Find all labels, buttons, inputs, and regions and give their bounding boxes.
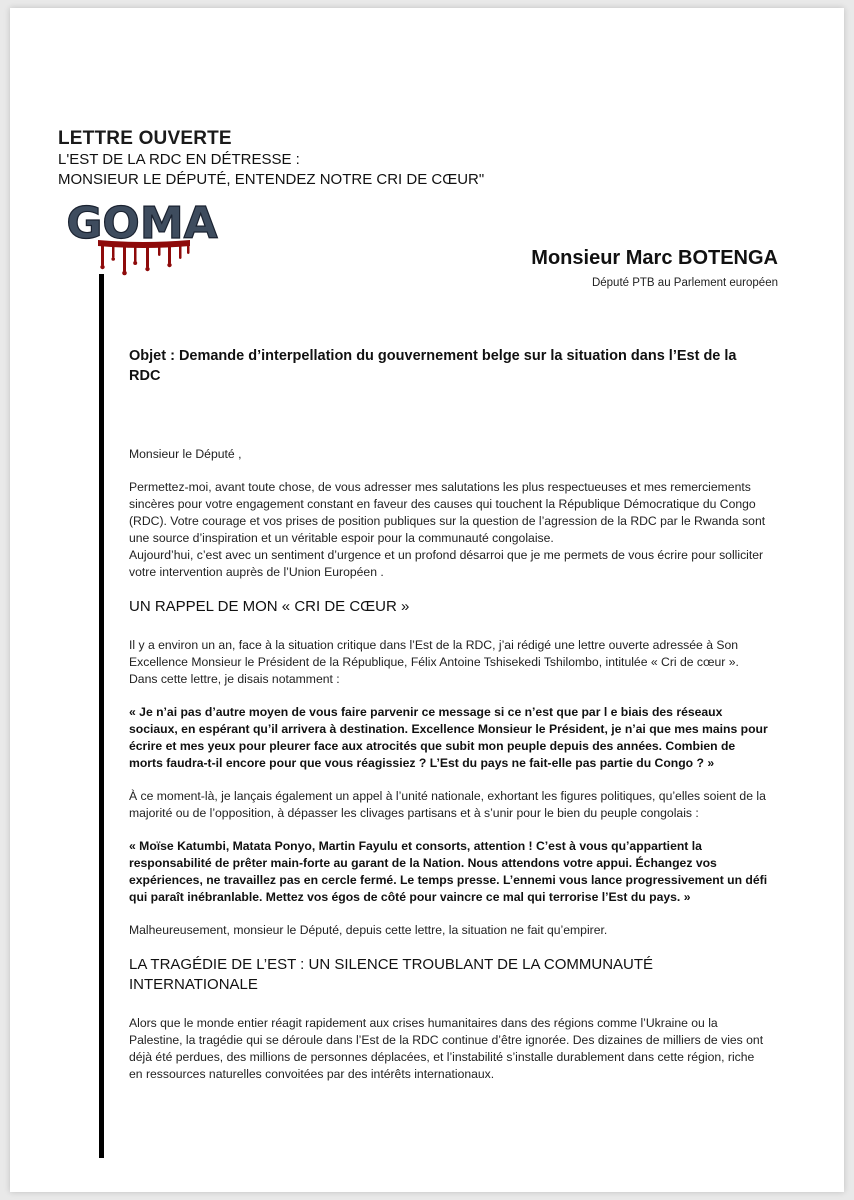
paragraph-intro: Permettez-moi, avant toute chose, de vous adresser mes salutations les plus respectueuses et mes remerciements sincères pour votre engagement constant en faveur des causes qui touchent la République Démocratique du Congo (RDC). Votre courage et vos prises de position publiques sur la question de l’agression de la RDC par le Rwanda sont une source d’inspiration et un véritable espoir pour la communauté congolaise. — [129, 480, 766, 545]
margin-rule — [99, 274, 104, 1158]
letter-body — [129, 346, 769, 1099]
quote-unite-nationale: « Moïse Katumbi, Matata Ponyo, Martin Fayulu et consorts, attention ! C’est à vous qu’appartient la responsabilité de prêter main-forte au garant de la Nation. Nous attendons votre appui. Échangez vos expériences, ne travaillez pas en cercle fermé. Le temps presse. L’ennemi vous lance progressivement un défi qui paraît inébranlable. Mettez vos égos de côté pour vaincre ce mal qui terrorise l’Est du pays. » — [129, 839, 768, 904]
recipient-name: Monsieur Marc BOTENGA — [531, 247, 778, 269]
recipient-block — [531, 246, 778, 292]
quote-cri-de-coeur: « Je n’ai pas d’autre moyen de vous faire parvenir ce message si ce n’est que par l e biais des réseaux sociaux, en espérant qu’il arrivera à destination. Excellence Monsieur le Président, je n’ai que mes mains pour écrire et mes yeux pour pleurer face aux atrocités que subit mon peuple depuis des années. Combien de morts faudra-t-il encore pour que vous réagissiez ? L’Est du pays ne fait-elle pas partie du Congo ? » — [129, 705, 768, 770]
letter-subject: Objet : Demande d’interpellation du gouvernement belge sur la situation dans l’Est de la RDC — [129, 348, 737, 384]
goma-logo-text: GOMA — [66, 198, 218, 249]
letter-subtitle-line2: MONSIEUR LE DÉPUTÉ, ENTENDEZ NOTRE CRI DE CŒUR" — [58, 171, 485, 188]
paragraph-tragedie: Alors que le monde entier réagit rapidement aux crises humanitaires dans des régions comme l’Ukraine ou la Palestine, la tragédie qui se déroule dans l’Est de la RDC continue d’être ignorée. Des dizaines de milliers de vies ont déjà été perdues, des millions de personnes déplacées, et l’instabilité s’installe durablement dans cette région, riche en ressources naturelles convoitées par des intérêts internationaux. — [129, 1016, 764, 1081]
heading-tragedie: LA TRAGÉDIE DE L’EST : UN SILENCE TROUBLANT DE LA COMMUNAUTÉ INTERNATIONALE — [129, 956, 654, 993]
letter-title: LETTRE OUVERTE — [58, 128, 232, 149]
paragraph-appel: À ce moment-là, je lançais également un appel à l’unité nationale, exhortant les figures politiques, qu’elles soient de la majorité ou de l’opposition, à dépasser les clivages partisans et à s’unir pour le bien du peuple congolais : — [129, 789, 766, 820]
paragraph-rappel: Il y a environ un an, face à la situation critique dans l’Est de la RDC, j’ai rédigé une lettre ouverte adressée à Son Excellence Monsieur le Président de la République, Félix Antoine Tshisekedi Tshilombo, intitulée « Cri de cœur ». Dans cette lettre, je disais notamment : — [129, 638, 739, 686]
document-page — [10, 8, 844, 1192]
letter-header — [58, 128, 484, 190]
recipient-role: Député PTB au Parlement européen — [591, 277, 778, 289]
goma-logo — [60, 196, 225, 276]
paragraph-intro-2: Aujourd’hui, c’est avec un sentiment d’urgence et un profond désarroi que je me permets de vous écrire pour solliciter votre intervention auprès de l’Union Européen . — [129, 548, 764, 579]
letter-subtitle-line1: L'EST DE LA RDC EN DÉTRESSE : — [58, 151, 300, 168]
salutation: Monsieur le Député , — [129, 447, 242, 461]
paragraph-malheur: Malheureusement, monsieur le Député, depuis cette lettre, la situation ne fait qu’empirer. — [129, 923, 608, 937]
heading-rappel: UN RAPPEL DE MON « CRI DE CŒUR » — [129, 598, 410, 615]
